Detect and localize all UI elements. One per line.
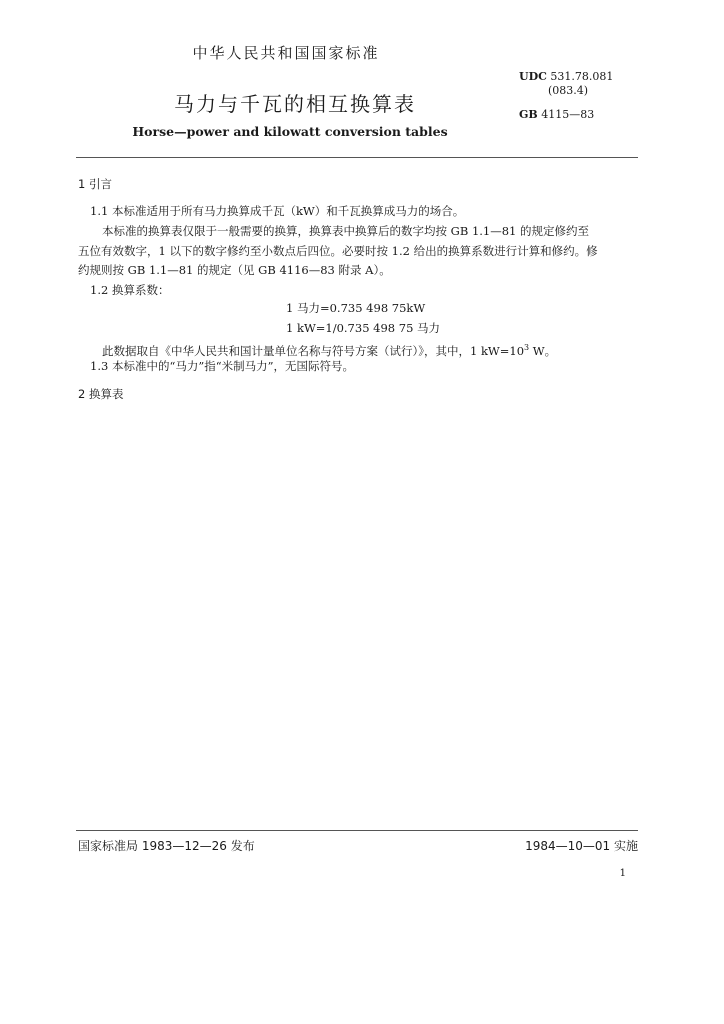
- source-note-text: 此数据取自《中华人民共和国计量单位名称与符号方案（试行）》，其中，1 kW=10: [102, 343, 525, 358]
- clause-1-1-para-line-3: 约规则按 GB 1.1—81 的规定（见 GB 4116—83 附录 A）。: [78, 263, 391, 277]
- issue-date: 国家标准局 1983—12—26 发布: [78, 839, 255, 853]
- gb-code: 4115—83: [541, 108, 595, 121]
- udc-classification: [519, 70, 613, 83]
- clause-1-3: 1.3 本标准中的“马力”指“米制马力”，无国际符号。: [90, 359, 354, 373]
- header-divider: [76, 157, 638, 158]
- national-standard-label: 中华人民共和国国家标准: [192, 44, 380, 62]
- effective-date: 1984—10—01 实施: [525, 839, 638, 853]
- clause-1-2: 1.2 换算系数：: [90, 283, 170, 297]
- udc-subcode: (083.4): [548, 84, 589, 97]
- source-note-unit: W。: [529, 343, 557, 358]
- page-number: 1: [619, 868, 626, 879]
- document-title-english: Horse—power and kilowatt conversion tables: [132, 124, 448, 139]
- source-note-exponent: 3: [524, 343, 530, 352]
- udc-code: 531.78.081: [550, 70, 614, 83]
- document-title-chinese: 马力与千瓦的相互换算表: [174, 92, 416, 116]
- section-2-heading: 2 换算表: [78, 387, 124, 401]
- footer-divider: [76, 830, 638, 831]
- conversion-formula-hp-to-kw: 1 马力=0.735 498 75kW: [286, 301, 426, 315]
- udc-label: UDC: [519, 70, 547, 83]
- clause-1-1-para-line-2: 五位有效数字，1 以下的数字修约至小数点后四位。必要时按 1.2 给出的换算系数进行计算和修约。修: [78, 244, 598, 258]
- clause-1-1: 1.1 本标准适用于所有马力换算成千瓦（kW）和千瓦换算成马力的场合。: [90, 204, 465, 218]
- clause-1-1-para-line-1: 本标准的换算表仅限于一般需要的换算，换算表中换算后的数字均按 GB 1.1—81 的规定修约至: [102, 224, 590, 238]
- gb-label: GB: [519, 108, 538, 121]
- gb-standard-number: [519, 108, 594, 121]
- section-1-heading: 1 引言: [78, 177, 112, 191]
- conversion-formula-kw-to-hp: 1 kW=1/0.735 498 75 马力: [286, 321, 441, 335]
